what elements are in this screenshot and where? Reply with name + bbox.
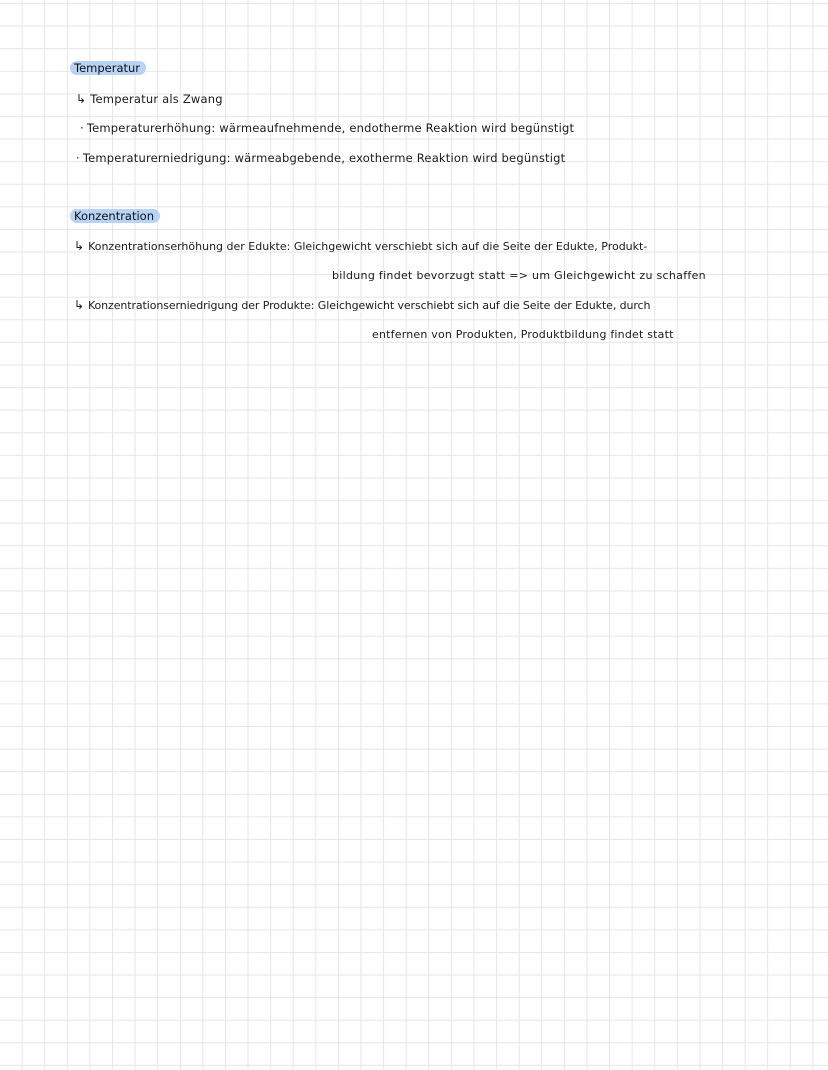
note-line-text: bildung findet bevorzugt statt => um Gleichgewicht zu schaffen: [332, 269, 706, 282]
bullet-icon: ·: [76, 151, 80, 165]
section-heading-konzentration: Konzentration: [70, 209, 160, 223]
note-line-text: Temperaturerniedrigung: wärmeabgebende, exotherme Reaktion wird begünstigt: [82, 151, 566, 165]
arrow-icon: ↳: [74, 239, 85, 253]
note-line: [80, 120, 574, 136]
note-line: [74, 297, 650, 314]
note-line-continuation: [372, 327, 674, 343]
arrow-icon: ↳: [74, 298, 84, 312]
section-heading-temperatur: Temperatur: [70, 61, 146, 75]
bullet-icon: ·: [80, 121, 84, 135]
note-line: [76, 150, 565, 166]
arrow-icon: ↳: [76, 92, 87, 106]
note-line-text: entfernen von Produkten, Produktbildung findet statt: [372, 328, 674, 341]
note-line: [76, 91, 223, 107]
note-line-continuation: [332, 268, 706, 284]
note-line-text: Konzentrationserhöhung der Edukte: Gleichgewicht verschiebt sich auf die Seite der Edukte, Produkt-: [88, 240, 648, 253]
note-line-text: Temperaturerhöhung: wärmeaufnehmende, endotherme Reaktion wird begünstigt: [86, 121, 575, 135]
note-line-text: Konzentrationserniedrigung der Produkte: Gleichgewicht verschiebt sich auf die Seite der Edukte, durch: [87, 299, 651, 312]
note-line-text: Temperatur als Zwang: [90, 92, 223, 106]
note-line: [74, 238, 647, 255]
